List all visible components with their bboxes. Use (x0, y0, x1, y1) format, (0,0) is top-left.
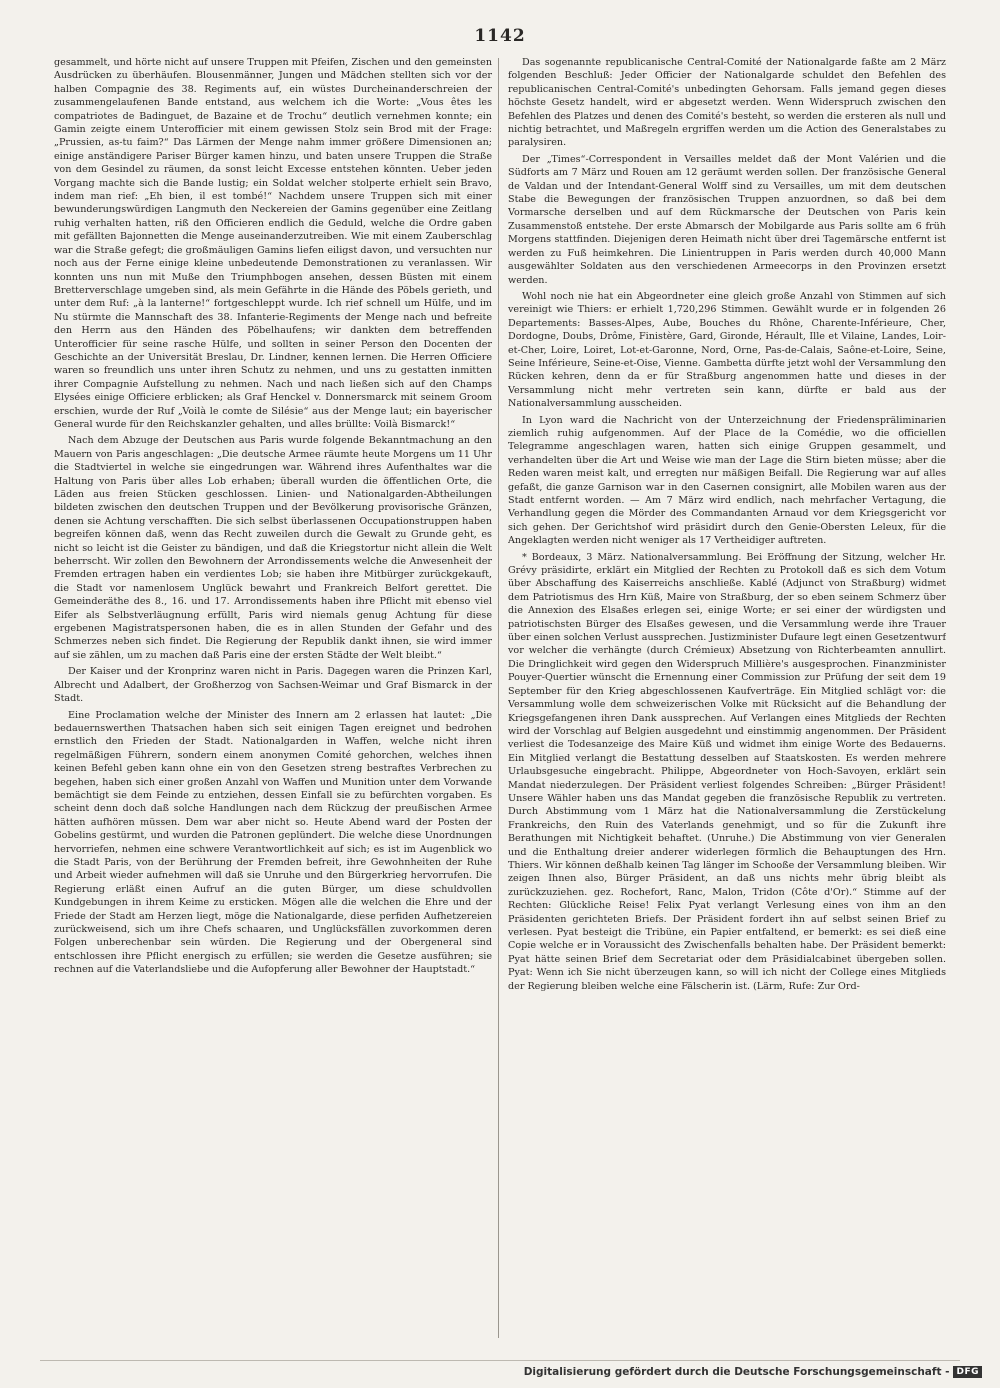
footer-text: Digitalisierung gefördert durch die Deutsche Forschungsgemeinschaft - (523, 1366, 950, 1378)
paragraph: Das sogenannte republicanische Central-Comité der Nationalgarde faßte am 2 März folgenden Beschluß: Jeder Officier der Nationalgarde schuldet den Befehlen des republicanischen Central-Comité's unbedingten Gehorsam. Falls jemand gegen dieses höchste Gesetz handelt, wird er abgesetzt werden. Wenn Widerspruch zwischen den Befehlen des Platzes und denen des Comité's besteht, so werden die ersteren als null und nichtig betrachtet, und Maßregeln ergriffen werden um die Action des Generalstabes zu paralysiren. (508, 57, 946, 149)
page-number: 1142 (474, 26, 526, 46)
paragraph: * Bordeaux, 3 März. Nationalversammlung. Bei Eröffnung der Sitzung, welcher Hr. Grévy präsidirte, erklärt ein Mitglied der Rechten zu Protokoll daß es sich dem Votum über Abschaffung des Kaiserreichs anschließe. Kablé (Adjunct von Straßburg) widmet dem Patriotismus des Hrn Küß, Maire von Straßburg, der so eben seinem Schmerz über die Annexion des Elsaßes erlegen sei, einige Worte; er sei einer der würdigsten und patriotischsten Bürger des Elsaßes gewesen, und die Versammlung werde ihre Trauer über einen solchen Verlust aussprechen. Justizminister Dufaure legt einen Gesetzentwurf vor welcher die verhängte (durch Crémieux) Absetzung von Richterbeamten annullirt. Die Dringlichkeit wird gegen den Widerspruch Millière's ausgesprochen. Finanzminister Pouyer-Quertier wünscht die Ernennung einer Commission zur Prüfung der seit dem 19 September für den Krieg abgeschlossenen Kaufverträge. Ein Mitglied schlägt vor: die Versammlung wolle dem schweizerischen Volke mit Rücksicht auf die Behandlung der Kriegsgefangenen ihren Dank aussprechen. Auf Verlangen eines Mitglieds der Rechten wird der Vorschlag auf Belgien ausgedehnt und einstimmig angenommen. Der Präsident verliest die Todesanzeige des Maire Küß und widmet ihm einige Worte des Bedauerns. Ein Mitglied verlangt die Bestattung desselben auf Staatskosten. Es werden mehrere Urlaubsgesuche eingebracht. Philippe, Abgeordneter von Hoch-Savoyen, erklärt sein Mandat niederzulegen. Der Präsident verliest folgendes Schreiben: „Bürger Präsident! Unsere Wähler haben uns das Mandat gegeben die französische Republik zu vertreten. Durch Abstimmung vom 1 März hat die Nationalversammlung die Zerstückelung Frankreichs, den Ruin des Vaterlands genehmigt, und so für die Zukunft ihre Berathungen mit Nichtigkeit behaftet. (Unruhe.) Die Abstimmung von vier Generalen und die Enthaltung dreier anderer widerlegen förmlich die Behauptungen des Hrn. Thiers. Wir können deßhalb keinen Tag länger im Schooße der Versammlung bleiben. Wir zeigen Ihnen also, Bürger Präsident, an daß uns nichts mehr übrig bleibt als zurückzuziehen. gez. Rochefort, Ranc, Malon, Tridon (Côte d'Or).“ Stimme auf der Rechten: Glückliche Reise! Felix Pyat verlangt Verlesung eines von ihm an den Präsidenten gerichteten Briefs. Der Präsident fordert ihn auf selbst seinen Brief zu verlesen. Pyat besteigt die Tribüne, ein Papier entfaltend, er bemerkt: es sei dieß eine Copie welche er in Voraussicht des Zwischenfalls behalten habe. Der Präsident bemerkt: Pyat hätte seinen Brief dem Secretariat oder dem Präsidialcabinet übergeben sollen. Pyat: Wenn ich Sie nicht überzeugen kann, so will ich nicht der College eines Mitglieds der Regierung bleiben welche eine Fälscherin ist. (Lärm, Rufe: Zur Ord- (508, 551, 946, 992)
paragraph: Der Kaiser und der Kronprinz waren nicht in Paris. Dagegen waren die Prinzen Karl, Albrecht und Adalbert, der Großherzog von Sachsen-Weimar und Graf Bismarck in der Stadt. (54, 666, 492, 705)
dfg-logo-icon: DFG (953, 1366, 982, 1378)
paragraph: Wohl noch nie hat ein Abgeordneter eine gleich große Anzahl von Stimmen auf sich vereinigt wie Thiers: er erhielt 1,720,296 Stimmen. Gewählt wurde er in folgenden 26 Departements: Basses-Alpes, Aube, Bouches du Rhône, Charente-Inférieure, Cher, Dordogne, Doubs, Drôme, Finistère, Gard, Gironde, Hérault, Ille et Vilaine, Landes, Loir-et-Cher, Loire, Loiret, Lot-et-Garonne, Nord, Orne, Pas-de-Calais, Saône-et-Loire, Seine, Seine Inférieure, Seine-et-Oise, Vienne. Gambetta dürfte jetzt wohl der Versammlung den Rücken kehren, denn da er für Straßburg angenommen hatte und dieses in der Versammlung nicht mehr vertreten sein kann, dürfte er bald aus der Nationalversammlung ausscheiden. (508, 290, 946, 410)
paragraph: Der „Times“-Correspondent in Versailles meldet daß der Mont Valérien und die Südforts am 7 März und Rouen am 12 geräumt werden sollen. Der französische General de Valdan und der Intendant-General Wolff sind zu Versailles, um mit dem deutschen Stabe die Bewegungen der französischen Truppen anzuordnen, so daß bei dem Vormarsche derselben und auf dem Rückmarsche der Deutschen von Paris kein Zusammenstoß entstehe. Der erste Abmarsch der Mobilgarde aus Paris sollte am 6 früh Morgens stattfinden. Diejenigen deren Heimath nicht über drei Tagemärsche entfernt ist werden zu Fuß heimkehren. Die Linientruppen in Paris werden durch 40,000 Mann ausgewählter Soldaten aus den verschiedenen Armeecorps in den Provinzen ersetzt werden. (508, 153, 946, 286)
left-column (54, 56, 492, 1342)
paragraph: In Lyon ward die Nachricht von der Unterzeichnung der Friedenspräliminarien ziemlich ruhig aufgenommen. Auf der Place de la Comédie, wo die officiellen Telegramme angeschlagen waren, hatten sich einige Gruppen gesammelt, und verhandelten über die Art und Weise wie man der Lage die Stirn bieten müsse; aber die Reden waren meist kalt, und erregten nur mäßigen Beifall. Die Regierung war auf alles gefaßt, die ganze Garnison war in den Casernen consignirt, alle Mobilen waren aus der Stadt entfernt worden. — Am 7 März wird endlich, nach mehrfacher Vertagung, die Verhandlung gegen die Mörder des Commandanten Arnaud vor dem Kriegsgericht vor sich gehen. Der Gerichtshof wird präsidirt durch den Genie-Obersten Leleux, für die Angeklagten werden nicht weniger als 17 Vertheidiger auftreten. (508, 414, 946, 547)
footer (524, 1366, 982, 1378)
paragraph: Nach dem Abzuge der Deutschen aus Paris wurde folgende Bekanntmachung an den Mauern von Paris angeschlagen: „Die deutsche Armee räumte heute Morgens um 11 Uhr die Stadtviertel in welche sie eingedrungen war. Während ihres Aufenthaltes war die Haltung von Paris über alles Lob erhaben; überall wurden die öffentlichen Orte, die Läden aus freien Stücken geschlossen. Linien- und Nationalgarden-Abtheilungen bildeten zwischen den deutschen Truppen und der Bevölkerung provisorische Gränzen, denen sie Achtung verschafften. Die sich selbst überlassenen Occupationstruppen haben begreifen können daß, wenn das Recht zuweilen durch die Gewalt zu Grunde geht, es nicht so leicht ist die Geister zu bändigen, und daß die Kriegstortur nicht allein die Welt beherrscht. Wir zollen den Bewohnern der Arrondissements welche die Anwesenheit der Fremden ertragen haben ein verdientes Lob; sie haben ihre Mitbürger zurückgekauft, die Stadt vor namenlosem Unglück bewahrt und Frankreich Belfort gerettet. Die Gemeinderäthe des 8., 16. und 17. Arrondissements haben ihre Pflicht mit ebenso viel Eifer als Selbstverläugnung erfüllt, Paris wird niemals genug Achtung für diese ergebenen Magistratspersonen haben, die es in allen Stunden der Gefahr und des Schmerzes neben sich findet. Die Regierung der Republik dankt ihnen, sie wird immer auf sie zählen, um zu machen daß Paris eine der ersten Städte der Welt bleibt.“ (54, 435, 492, 661)
column-divider (498, 58, 499, 1338)
paragraph: Eine Proclamation welche der Minister des Innern am 2 erlassen hat lautet: „Die bedauernswerthen Thatsachen haben sich seit einigen Tagen ereignet und bedrohen ernstlich den Frieden der Stadt. Nationalgarden in Waffen, welche nicht ihren regelmäßigen Führern, sondern einem anonymen Comité gehorchen, welches ihnen keinen Befehl geben kann ohne ein von den Gesetzen streng bestraftes Verbrechen zu begehen, haben sich einer großen Anzahl von Waffen und Munition unter dem Vorwande bemächtigt sie dem Feinde zu entziehen, dessen Einfall sie zu befürchten vorgaben. Es scheint denn doch daß solche Handlungen nach dem Rückzug der preußischen Armee hätten aufhören müssen. Dem war aber nicht so. Heute Abend ward der Posten der Gobelins gestürmt, und wurden die Patronen geplündert. Die welche diese Unordnungen hervorriefen, nehmen eine schwere Verantwortlichkeit auf sich; es ist im Augenblick wo die Stadt Paris, von der Berührung der Fremden befreit, ihre Gewohnheiten der Ruhe und Arbeit wieder aufnehmen will daß sie Unruhe und den Bürgerkrieg hervorrufen. Die Regierung erläßt einen Aufruf an die guten Bürger, um diese schuldvollen Kundgebungen in ihrem Keime zu ersticken. Mögen alle die welchen die Ehre und der Friede der Stadt am Herzen liegt, möge die Nationalgarde, diese perfiden Aufhetzereien zurückweisend, sich um ihre Chefs schaaren, und Unglücksfällen zuvorkommen deren Folgen unberechenbar sein würden. Die Regierung und der Obergeneral sind entschlossen ihre Pflicht energisch zu erfüllen; sie werden die Gesetze ausführen; sie rechnen auf die Vaterlandsliebe und die Aufopferung aller Bewohner der Hauptstadt.“ (54, 709, 492, 976)
paragraph: gesammelt, und hörte nicht auf unsere Truppen mit Pfeifen, Zischen und den gemeinsten Ausdrücken zu überhäufen. Blousenmänner, Jungen und Mädchen stellten sich vor der halben Compagnie des 38. Regiments auf, ein wüstes Durcheinanderschreien der zusammengelaufenen Bande entstand, aus welchem ich die Worte: „Vous êtes les compatriotes de Badinguet, de Bazaine et de Trochu“ deutlich vernehmen konnte; ein Gamin zeigte einem Unterofficier mit einem gewissen Stolz sein Brod mit der Frage: „Prussien, as-tu faim?“ Das Lärmen der Menge nahm immer größere Dimensionen an; einige anständigere Pariser Bürger kamen hinzu, und baten unsere Truppen die Straße von dem Gesindel zu räumen, da sonst leicht Excesse entstehen könnten. Ueber jeden Vorgang machte sich die Bande lustig; ein Soldat welcher stolperte erhielt sein Bravo, indem man rief: „Eh bien, il est tombé!“ Nachdem unsere Truppen sich mit einer bewunderungswürdigen Langmuth den Neckereien der Gamins gegenüber eine Zeitlang ruhig verhalten hatten, riß den Officieren endlich die Geduld, welche die Ordre gaben mit gefällten Bajonnetten die Menge auseinanderzutreiben. Wie mit einem Zauberschlag war die Straße gefegt; die großmäuligen Gamins liefen eiligst davon, und versuchten nur noch aus der Ferne einige kleine unbedeutende Demonstrationen zu veranlassen. Wir konnten uns nun mit Muße den Triumphbogen ansehen, dessen Büsten mit einem Bretterverschlage umgeben sind, als mein Gefährte in die Hände des Pöbels gerieth, und unter dem Ruf: „à la lanterne!“ fortgeschleppt wurde. Ich rief schnell um Hülfe, und im Nu stürmte die Mannschaft des 38. Infanterie-Regiments der Menge nach und befreite den Herrn aus den Händen des Pöbelhaufens; wir dankten dem betreffenden Unterofficier für seine rasche Hülfe, und sollten in seiner Person den Docenten der Geschichte an der Universität Breslau, Dr. Lindner, kennen lernen. Die Herren Officiere waren so freundlich uns unter ihren Schutz zu nehmen, und uns zu gestatten inmitten ihrer Compagnie Aufstellung zu nehmen. Nach und nach ließen sich auf den Champs Elysées einige Officiere erblicken; als Graf Henckel v. Donnersmarck mit seinem Groom erschien, wurde der Ruf „Voilà le comte de Silésie“ aus der Menge laut; ein bayerischer General wurde für den Reichskanzler gehalten, und alles brüllte: Voilà Bismarck!“ (54, 57, 492, 430)
right-column (508, 56, 946, 1342)
footer-rule (40, 1360, 960, 1361)
